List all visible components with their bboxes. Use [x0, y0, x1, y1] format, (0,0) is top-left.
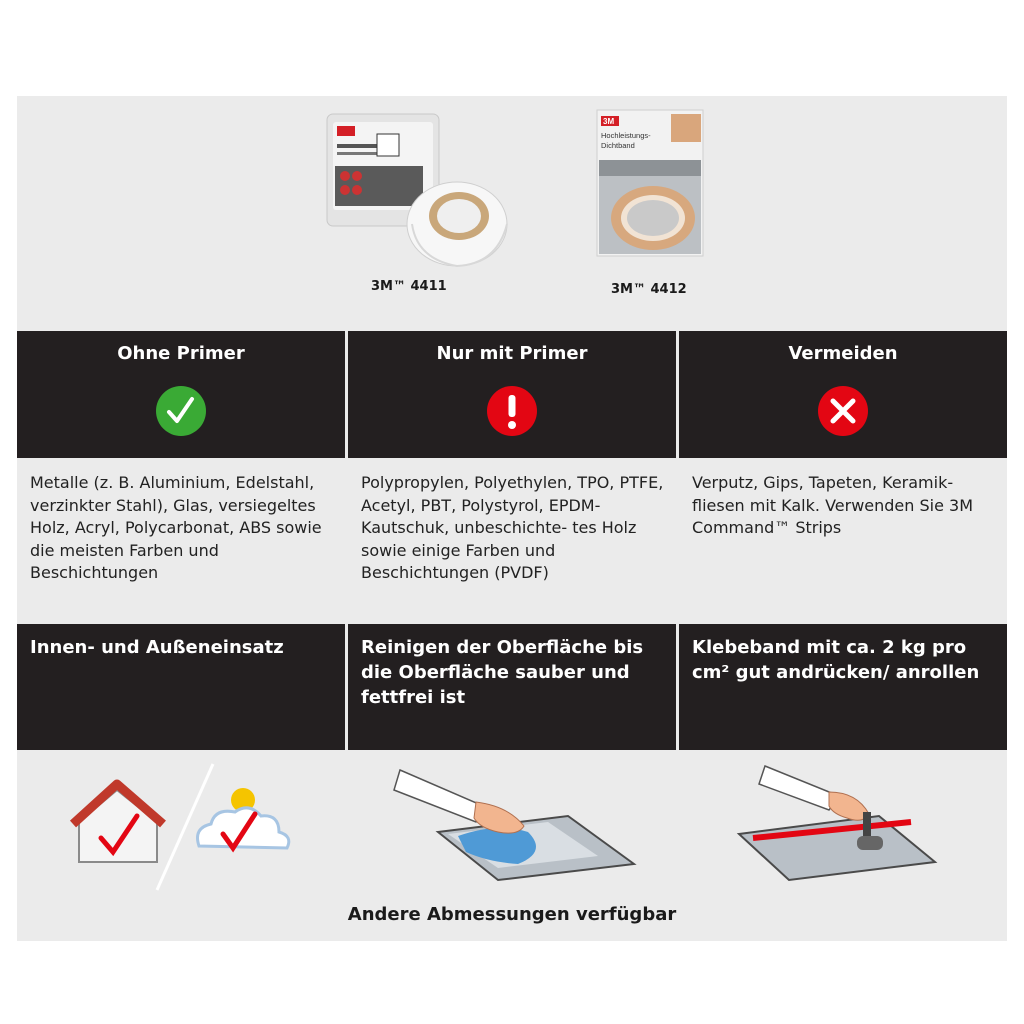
tips-row	[17, 624, 1007, 750]
tape-card-package-image	[595, 108, 707, 260]
column-header-nur-mit-primer	[348, 331, 676, 458]
house-and-cloud-check-illustration	[17, 752, 345, 898]
x-circle-icon	[817, 385, 869, 437]
hand-cleaning-surface-illustration	[348, 752, 676, 898]
column-text-nur-mit-primer: Polypropylen, Polyethylen, TPO, PTFE, Acetyl, PBT, Polystyrol, EPDM-Kautschuk, unbeschichte- tes Holz sowie einige Farben und Beschichtungen (PVDF)	[348, 458, 676, 604]
column-text-ohne-primer: Metalle (z. B. Aluminium, Edelstahl, verzinkter Stahl), Glas, versiegeltes Holz, Acryl, Polycarbonat, ABS sowie die meisten Farben und Beschichtungen	[17, 458, 345, 604]
package-brand: 3M	[603, 117, 615, 126]
hand-rolling-tape-illustration	[679, 752, 1007, 898]
package-title-line2: Dichtband	[601, 141, 635, 150]
column-title: Ohne Primer	[117, 343, 245, 364]
column-header-vermeiden	[679, 331, 1007, 458]
product-label-4411: 3M™ 4411	[371, 279, 447, 294]
column-title: Nur mit Primer	[436, 343, 588, 364]
header-row	[17, 331, 1007, 458]
illustration-row	[17, 752, 1007, 898]
check-circle-icon	[155, 385, 207, 437]
column-title: Vermeiden	[788, 343, 898, 364]
exclamation-circle-icon	[486, 385, 538, 437]
description-row	[17, 458, 1007, 604]
package-title-line1: Hochleistungs-	[601, 131, 651, 140]
tip-indoor-outdoor: Innen- und Außeneinsatz	[17, 624, 345, 750]
property-grid	[17, 331, 1007, 898]
tip-press-tape: Klebeband mit ca. 2 kg pro cm² gut andrücken/ anrollen	[679, 624, 1007, 750]
product-label-4412: 3M™ 4412	[611, 282, 687, 297]
column-header-ohne-primer	[17, 331, 345, 458]
product-strip	[17, 96, 1007, 312]
info-panel	[17, 96, 1007, 941]
tape-roll-package-image	[317, 104, 517, 276]
tip-clean-surface: Reinigen der Oberfläche bis die Oberfläche sauber und fettfrei ist	[348, 624, 676, 750]
column-text-vermeiden: Verputz, Gips, Tapeten, Keramik- fliesen mit Kalk. Verwenden Sie 3M Command™ Strips	[679, 458, 1007, 604]
footer-note: Andere Abmessungen verfügbar	[347, 904, 677, 925]
